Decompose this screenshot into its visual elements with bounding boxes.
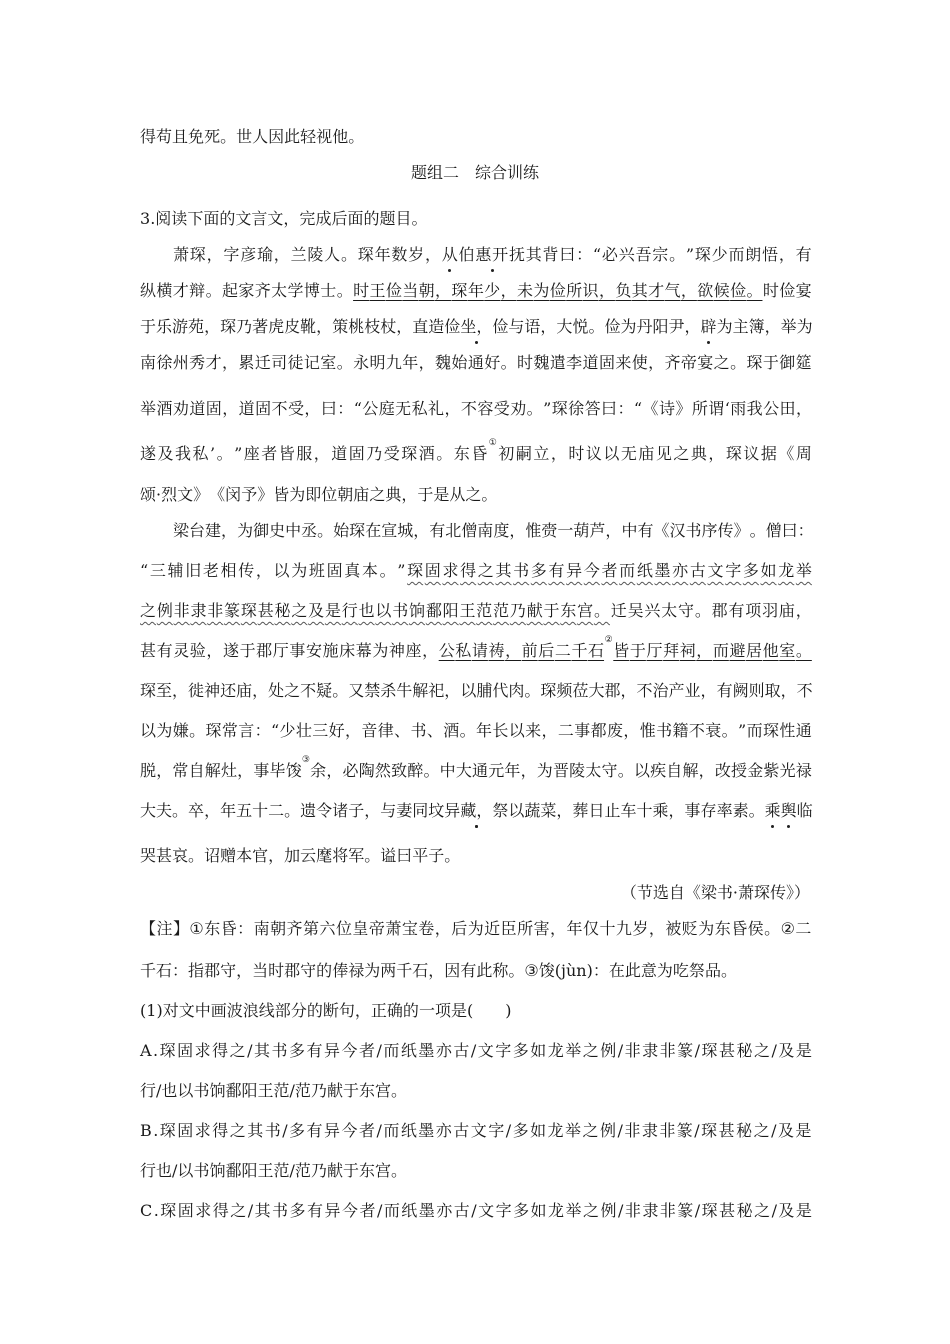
text-line: 千 石 ： 指 郡 守 ， 当 时 郡 守 的 俸 禄 为 两 千 石 ， 因 有 此 称 。 ③ 馂 ( j ù n ) ： 在 此 意 为 吃 祭 品 。 xyxy=(140,961,737,980)
text-line: 琛 至 ， 徙 神 还 庙 ， 处 之 不 疑 。 又 禁 杀 牛 解 祀 ， 以 脯 代 肉 。 琛 频 莅 大 郡 ， 不 治 产 业 ， 有 阙 则 取 ， 不 xyxy=(140,681,813,700)
source-citation: （节选自《梁书·萧琛传》） xyxy=(620,883,810,902)
text-line: 哭 甚 哀 。 诏 赠 本 官 ， 加 云 麾 将 军 。 谥 曰 平 子 。 xyxy=(140,846,461,865)
section-heading: 题组二 综合训练 xyxy=(410,163,539,182)
text-line: “ 三 辅 旧 老 相 传 ， 以 为 班 固 真 本 。 ” 琛 固 求 得 之 其 书 多 有 异 今 者 而 纸 墨 亦 古 文 字 多 如 龙 举 xyxy=(140,561,812,580)
text-line: 纵 横 才 辩 。 起 家 齐 太 学 博 士 。 时 王 俭 当 朝 ， 琛 年 少 ， 未 为 俭 所 识 ， 负 其 才 气 ， 欲 候 俭 。 时 俭 宴 xyxy=(140,281,812,300)
text-line: 得 苟 且 免 死 。 世 人 因 此 轻 视 他 。 xyxy=(140,127,365,146)
footnote-marker: ① xyxy=(488,438,497,448)
text-line: 以 为 嫌 。 琛 常 言 ： “ 少 壮 三 好 ， 音 律 、 书 、 酒 。 年 长 以 来 ， 二 事 都 废 ， 惟 书 籍 不 衰 。 ” 而 琛 性 通 xyxy=(140,721,812,740)
text-line: A . 琛 固 求 得 之 / 其 书 多 有 异 今 者 / 而 纸 墨 亦 古 / 文 字 多 如 龙 举 之 例 / 非 隶 非 篆 / 琛 甚 秘 之 / 及 是 xyxy=(140,1041,812,1060)
text-line: 行 也 / 以 书 饷 鄱 阳 王 范 / 范 乃 献 于 东 宫 。 xyxy=(140,1161,408,1180)
text-line: 行 / 也 以 书 饷 鄱 阳 王 范 / 范 乃 献 于 东 宫 。 xyxy=(140,1081,408,1100)
text-line: 3 . 阅 读 下 面 的 文 言 文 ， 完 成 后 面 的 题 目 。 xyxy=(140,209,428,228)
text-line: 梁 台 建 ， 为 御 史 中 丞 。 始 琛 在 宣 城 ， 有 北 僧 南 度 ， 惟 赍 一 葫 芦 ， 中 有 《 汉 书 序 传 》 。 僧 曰 ： xyxy=(173,521,814,540)
text-line: 遂 及 我 私 ’ 。 ” 座 者 皆 服 ， 道 固 乃 受 琛 酒 。 东 昏 ① 初 嗣 立 ， 时 议 以 无 庙 见 之 典 ， 琛 议 据 《 周 xyxy=(140,438,812,463)
text-line: ( 1 ) 对 文 中 画 波 浪 线 部 分 的 断 句 ， 正 确 的 一 项 是 ( ) xyxy=(140,1001,512,1020)
footnote-marker: ③ xyxy=(301,755,310,765)
text-line: 【 注 】 ① 东 昏 ： 南 朝 齐 第 六 位 皇 帝 萧 宝 卷 ， 后 为 近 臣 所 害 ， 年 仅 十 九 岁 ， 被 贬 为 东 昏 侯 。 ② 二 xyxy=(140,919,812,938)
text-line: B . 琛 固 求 得 之 其 书 / 多 有 异 今 者 / 而 纸 墨 亦 古 文 字 / 多 如 龙 举 之 例 / 非 隶 非 篆 / 琛 甚 秘 之 / 及 是 xyxy=(140,1121,812,1140)
text-line: 脱 ， 常 自 解 灶 ， 事 毕 馂 ③ 余 ， 必 陶 然 致 醉 。 中 大 通 元 年 ， 为 晋 陵 太 守 。 以 疾 自 解 ， 改 授 金 紫 光 禄 xyxy=(140,755,812,780)
text-line: 之 例 非 隶 非 篆 琛 甚 秘 之 及 是 行 也 以 书 饷 鄱 阳 王 范 范 乃 献 于 东 宫 。 迁 吴 兴 太 守 。 郡 有 项 羽 庙 ， xyxy=(140,601,812,620)
text-line: 萧 琛 ， 字 彦 瑜 ， 兰 陵 人 。 琛 年 数 岁 ， 从 伯 惠 开 抚 其 背 曰 ： “ 必 兴 吾 宗 。 ” 琛 少 而 朗 悟 ， 有 xyxy=(173,245,812,264)
text-line: 举 酒 劝 道 固 ， 道 固 不 受 ， 曰 ： “ 公 庭 无 私 礼 ， 不 容 受 劝 。 ” 琛 徐 答 曰 ： “ 《 诗 》 所 谓 ‘ 雨 我 公 田 ， xyxy=(140,399,812,418)
text-line: 甚 有 灵 验 ， 遂 于 郡 厅 事 安 施 床 幕 为 神 座 ， 公 私 请 祷 ， 前 后 二 千 石 ② 皆 于 厅 拜 祠 ， 而 避 居 他 室 。 xyxy=(140,635,812,660)
text-line: 大 夫 。 卒 ， 年 五 十 二 。 遗 令 诸 子 ， 与 妻 同 坟 异 藏 ， 祭 以 蔬 菜 ， 葬 日 止 车 十 乘 ， 事 存 率 素 。 乘 舆 临 xyxy=(140,801,813,820)
text-line: C . 琛 固 求 得 之 / 其 书 多 有 异 今 者 / 而 纸 墨 亦 古 / 文 字 多 如 龙 举 之 例 / 非 隶 非 篆 / 琛 甚 秘 之 / 及 是 xyxy=(140,1201,812,1220)
text-line: 颂 · 烈 文 》 《 闵 予 》 皆 为 即 位 朝 庙 之 典 ， 于 是 从 之 。 xyxy=(140,485,498,504)
footnote-marker: ② xyxy=(604,635,613,645)
text-line: 于 乐 游 苑 ， 琛 乃 著 虎 皮 靴 ， 策 桃 枝 杖 ， 直 造 俭 坐 ， 俭 与 语 ， 大 悦 。 俭 为 丹 阳 尹 ， 辟 为 主 簿 ， 举 为 xyxy=(140,317,813,336)
text-line: 南 徐 州 秀 才 ， 累 迁 司 徒 记 室 。 永 明 九 年 ， 魏 始 通 好 。 时 魏 遣 李 道 固 来 使 ， 齐 帝 宴 之 。 琛 于 御 筵 xyxy=(140,353,812,372)
